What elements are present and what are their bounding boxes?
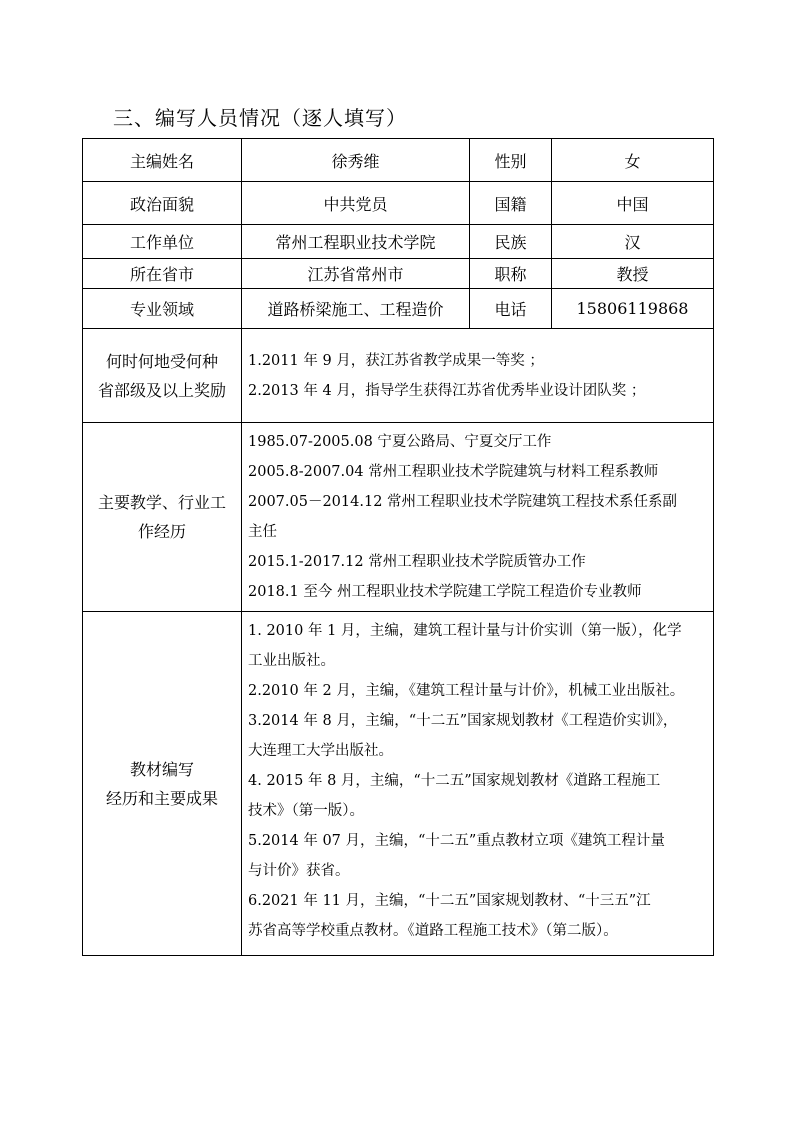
section-heading: 三、编写人员情况（逐人填写） (113, 106, 407, 130)
author-info-table (82, 138, 714, 956)
textbook-item: 技术》（第一版）。 (248, 803, 364, 819)
award-item: 2.2013 年 4 月，指导学生获得江苏省优秀毕业设计团队奖 ； (248, 382, 646, 399)
awards-content (242, 329, 714, 423)
award-item: 1.2011 年 9 月，获江苏省教学成果一等奖 ； (248, 352, 544, 369)
label-political-status: 政治面貌 (83, 182, 242, 225)
textbook-item: 与计价》获省。 (248, 863, 350, 879)
experience-item: 2005.8-2007.04 常州工程职业技术学院建筑与材料工程系教师 (248, 464, 659, 480)
experience-label (83, 423, 242, 612)
label-nationality: 国籍 (470, 182, 552, 225)
label-ethnicity: 民族 (470, 225, 552, 259)
textbooks-label (83, 612, 242, 956)
textbook-item: 1. 2010 年 1 月，主编，建筑工程计量与计价实训（第一版），化学 (248, 623, 682, 639)
value-work-unit: 常州工程职业技术学院 (242, 225, 470, 259)
value-province-city: 江苏省常州市 (242, 259, 470, 289)
value-specialty: 道路桥梁施工、工程造价 (242, 289, 470, 329)
table-row (83, 225, 714, 259)
awards-label-line: 省部级及以上奖励 (97, 380, 226, 400)
label-editor-name: 主编姓名 (83, 139, 242, 182)
label-title: 职称 (470, 259, 552, 289)
label-specialty: 专业领域 (83, 289, 242, 329)
table-row (83, 259, 714, 289)
textbook-item: 5.2014 年 07 月，主编，“十二五”重点教材立项《建筑工程计量 (248, 833, 665, 849)
awards-label-line: 何时何地受何种 (105, 351, 218, 371)
textbook-item: 大连理工大学出版社。 (248, 743, 393, 759)
textbook-item: 工业出版社。 (248, 653, 335, 669)
experience-content (242, 423, 714, 612)
table-row (83, 289, 714, 329)
experience-item: 2018.1 至今 州工程职业技术学院建工学院工程造价专业教师 (248, 584, 642, 600)
textbook-item: 苏省高等学校重点教材。《道路工程施工技术》（第二版）。 (248, 923, 618, 939)
table-row (83, 139, 714, 182)
experience-item: 2007.05－2014.12 常州工程职业技术学院建筑工程技术系任系副 (248, 494, 678, 510)
table-row (83, 423, 714, 612)
label-gender: 性别 (470, 139, 552, 182)
label-phone: 电话 (470, 289, 552, 329)
experience-item: 2015.1-2017.12 常州工程职业技术学院质管办工作 (248, 554, 586, 570)
value-ethnicity: 汉 (552, 225, 714, 259)
label-work-unit: 工作单位 (83, 225, 242, 259)
experience-item: 主任 (248, 524, 277, 540)
table-row (83, 612, 714, 956)
value-title: 教授 (552, 259, 714, 289)
value-phone: 15806119868 (552, 289, 714, 329)
table-row (83, 329, 714, 423)
value-editor-name: 徐秀维 (242, 139, 470, 182)
textbooks-content (242, 612, 714, 956)
textbook-item: 2.2010 年 2 月，主编，《建筑工程计量与计价》，机械工业出版社。 (248, 683, 685, 699)
table-row (83, 182, 714, 225)
textbook-item: 3.2014 年 8 月，主编，“十二五”国家规划教材《工程造价实训》， (248, 713, 678, 729)
value-gender: 女 (552, 139, 714, 182)
awards-label (83, 329, 242, 423)
label-province-city: 所在省市 (83, 259, 242, 289)
experience-item: 1985.07-2005.08 宁夏公路局、宁夏交厅工作 (248, 434, 552, 450)
value-political-status: 中共党员 (242, 182, 470, 225)
textbooks-label-line: 经历和主要成果 (105, 788, 218, 808)
experience-label-line: 主要教学、行业工 (97, 493, 226, 512)
textbooks-label-line: 教材编写 (129, 759, 194, 779)
textbook-item: 6.2021 年 11 月，主编，“十二五”国家规划教材、“十三五”江 (248, 893, 651, 909)
textbook-item: 4. 2015 年 8 月，主编，“十二五”国家规划教材《道路工程施工 (248, 773, 661, 789)
experience-label-line: 作经历 (137, 522, 186, 541)
value-nationality: 中国 (552, 182, 714, 225)
